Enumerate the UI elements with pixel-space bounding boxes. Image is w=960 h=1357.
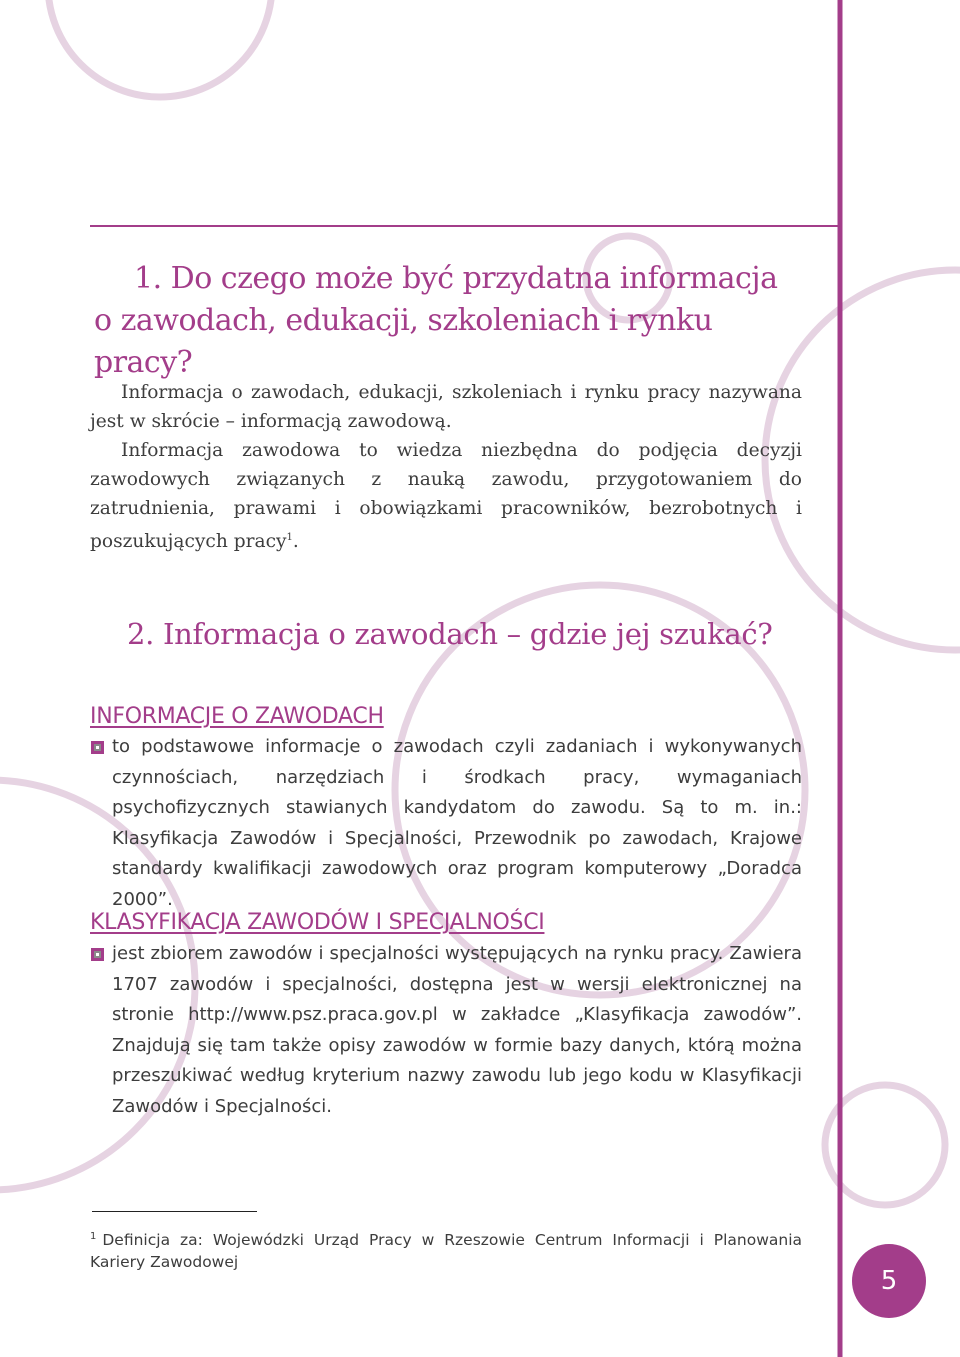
intro-paragraph — [90, 378, 802, 556]
section-2-heading: 2. Informacja o zawodach – gdzie jej szukać? — [127, 617, 773, 651]
klasyfikacja-title: KLASYFIKACJA ZAWODÓW I SPECJALNOŚCI — [90, 910, 545, 935]
square-bullet-icon — [91, 741, 104, 754]
klasyfikacja-text: jest zbiorem zawodów i specjalności występujących na rynku pracy. Zawiera 1707 zawodów i specjalności, dostępna jest w wersji elektronicznej na stronie http://www.psz.praca.gov.pl w zakładce „Klasyfikacja zawodów”. Znajdują się tam także opisy zawodów w formie bazy danych, którą można przeszukiwać według kryterium nazwy zawodu lub jego kodu w Klasyfikacji Zawodów i Specjalności. — [112, 943, 802, 1117]
page-number-badge: 5 — [852, 1244, 926, 1318]
footnote-divider — [92, 1211, 257, 1212]
footnote-text: Definicja za: Wojewódzki Urząd Pracy w Rzeszowie Centrum Informacji i Planowania Kariery Zawodowej — [90, 1231, 802, 1271]
footnote-number: 1 — [90, 1231, 97, 1242]
intro-text-2: Informacja zawodowa to wiedza niezbędna do podjęcia decyzji zawodowych związanych z nauką zawodu, przygotowaniem do zatrudnienia, prawami i obowiązkami pracowników, bezrobotnych i poszukujących pracy — [90, 440, 802, 553]
heading-line-2: o zawodach, edukacji, szkoleniach i rynku pracy? — [94, 303, 713, 380]
section-1-heading — [94, 258, 814, 384]
intro-text-end: . — [292, 531, 299, 553]
informacje-o-zawodach-title: INFORMACJE O ZAWODACH — [90, 704, 384, 729]
footnote-ref: 1 — [286, 532, 293, 543]
informacje-o-zawodach-text: to podstawowe informacje o zawodach czyli zadaniach i wykonywanych czynnościach, narzędziach i środkach pracy, wymaganiach psychofizycznych stawianych kandydatom do zawodu. Są to m. in.: Klasyfikacja Zawodów i Specjalności, Przewodnik po zawodach, Krajowe standardy kwalifikacji zawodowych oraz program komputerowy „Doradca 2000”. — [112, 736, 802, 910]
square-bullet-icon — [91, 948, 104, 961]
heading-line-1: 1. Do czego może być przydatna informacja — [134, 261, 778, 296]
intro-text-1: Informacja o zawodach, edukacji, szkoleniach i rynku pracy nazywana jest w skrócie – informacją zawodową. — [90, 382, 802, 432]
footnote — [90, 1226, 802, 1273]
